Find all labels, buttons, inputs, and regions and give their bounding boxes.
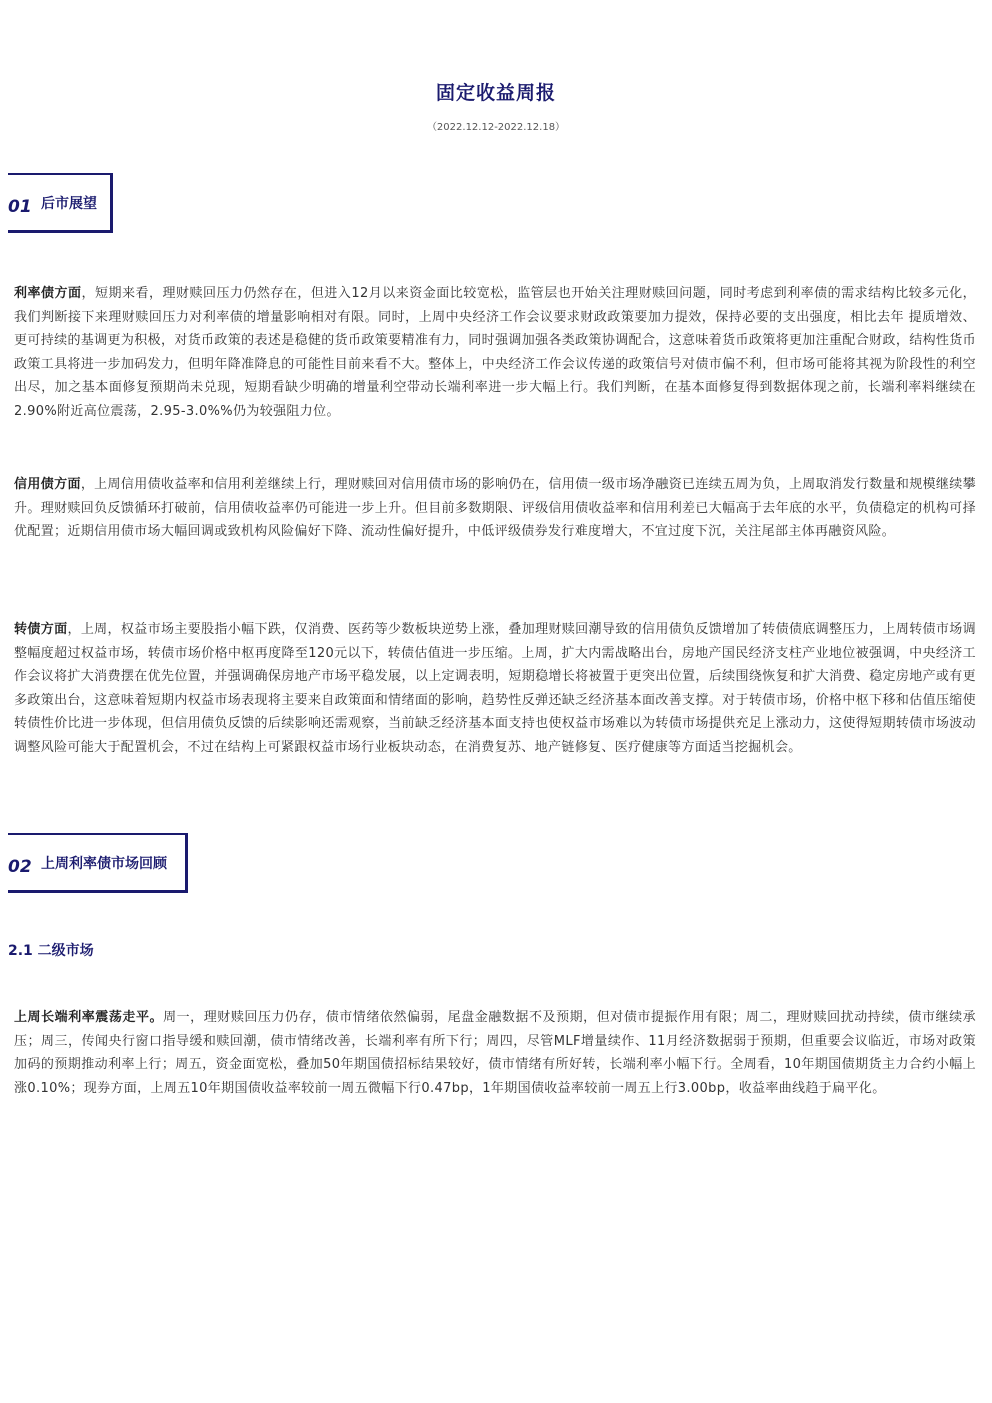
paragraph-text: 周一，理财赎回压力仍存，债市情绪依然偏弱，尾盘金融数据不及预期，但对债市提振作用有限；周二，理财赎回扰动持续，债市继续承压；周三，传闻央行窗口指导缓和赎回潮，债市情绪改善，长端利率有所下行；周四，尽管MLF增量续作、11月经济数据弱于预期，但重要会议临近，市场对政策加码的预期推动利率上行；周五，资金面宽松，叠加50年期国债招标结果较好，债市情绪有所好转，长端利率小幅下行。全周看，10年期国债期货主力合约小幅上涨0.10%；现券方面，上周五10年期国债收益率较前一周五微幅下行0.47bp，1年期国债收益率较前一周五上行3.00bp，收益率曲线趋于扁平化。 — [14, 1010, 976, 1096]
paragraph-lead: 上周长端利率震荡走平。 — [14, 1010, 164, 1025]
report-title: 固定收益周报 — [435, 82, 556, 104]
paragraph-lead: 转债方面 — [14, 622, 68, 637]
paragraph-text: ，上周信用债收益率和信用利差继续上行，理财赎回对信用债市场的影响仍在，信用债一级市场净融资已连续五周为负，上周取消发行数量和规模继续攀升。理财赎回负反馈循环打破前，信用债收益率仍可能进一步上升。但目前多数期限、评级信用债收益率和信用利差已大幅高于去年底的水平，负债稳定的机构可择优配置；近期信用债市场大幅回调或致机构风险偏好下降、流动性偏好提升，中低评级债券发行难度增大，不宜过度下沉，关注尾部主体再融资风险。 — [14, 477, 976, 540]
subsection-heading: 2.1 二级市场 — [8, 943, 94, 959]
section-number: 02 — [8, 857, 32, 877]
section-header-market-review — [8, 833, 188, 893]
paragraph-rates — [14, 282, 976, 424]
section-header-outlook — [8, 173, 113, 233]
report-date-range: （2022.12.12-2022.12.18） — [426, 122, 566, 133]
paragraph-credit — [14, 473, 976, 544]
paragraph-convertible — [14, 618, 976, 760]
paragraph-lead: 利率债方面 — [14, 286, 82, 301]
section-number: 01 — [8, 197, 32, 217]
section-title: 后市展望 — [41, 196, 97, 212]
paragraph-lead: 信用债方面 — [14, 477, 81, 492]
paragraph-secondary-market — [14, 1006, 976, 1100]
paragraph-text: ，上周，权益市场主要股指小幅下跌，仅消费、医药等少数板块逆势上涨，叠加理财赎回潮导致的信用债负反馈增加了转债债底调整压力，上周转债市场调整幅度超过权益市场，转债市场价格中枢再度降至120元以下，转债估值进一步压缩。上周，扩大内需战略出台，房地产国民经济支柱产业地位被强调，中央经济工作会议将扩大消费摆在优先位置，并强调确保房地产市场平稳发展，以上定调表明，短期稳增长将被置于更突出位置，后续围绕恢复和扩大消费、稳定房地产或有更多政策出台，这意味着短期内权益市场表现将主要来自政策面和情绪面的影响，趋势性反弹还缺乏经济基本面改善支撑。对于转债市场，价格中枢下移和估值压缩使转债性价比进一步体现，但信用债负反馈的后续影响还需观察，当前缺乏经济基本面支持也使权益市场难以为转债市场提供充足上涨动力，这使得短期转债市场波动调整风险可能大于配置机会，不过在结构上可紧跟权益市场行业板块动态，在消费复苏、地产链修复、医疗健康等方面适当挖掘机会。 — [14, 622, 976, 755]
paragraph-text: ，短期来看，理财赎回压力仍然存在，但进入12月以来资金面比较宽松，监管层也开始关注理财赎回问题，同时考虑到利率债的需求结构比较多元化，我们判断接下来理财赎回压力对利率债的增量影响相对有限。同时，上周中央经济工作会议要求财政政策要加力提效，保持必要的支出强度，相比去年 提质增效、更可持续的基调更为积极，对货币政策的表述是稳健的货币政策要精准有力，同时强调加强各类政策协调配合，这意味着货币政策将更加注重配合财政，结构性货币政策工具将进一步加码发力，但明年降准降息的可能性目前来看不大。整体上，中央经济工作会议传递的政策信号对债市偏不利，但市场可能将其视为阶段性的利空出尽，加之基本面修复预期尚未兑现，短期看缺少明确的增量利空带动长端利率进一步大幅上行。我们判断，在基本面修复得到数据体现之前，长端利率料继续在2.90%附近高位震荡，2.95-3.0%%仍为较强阻力位。 — [14, 286, 976, 419]
section-title: 上周利率债市场回顾 — [41, 856, 167, 872]
